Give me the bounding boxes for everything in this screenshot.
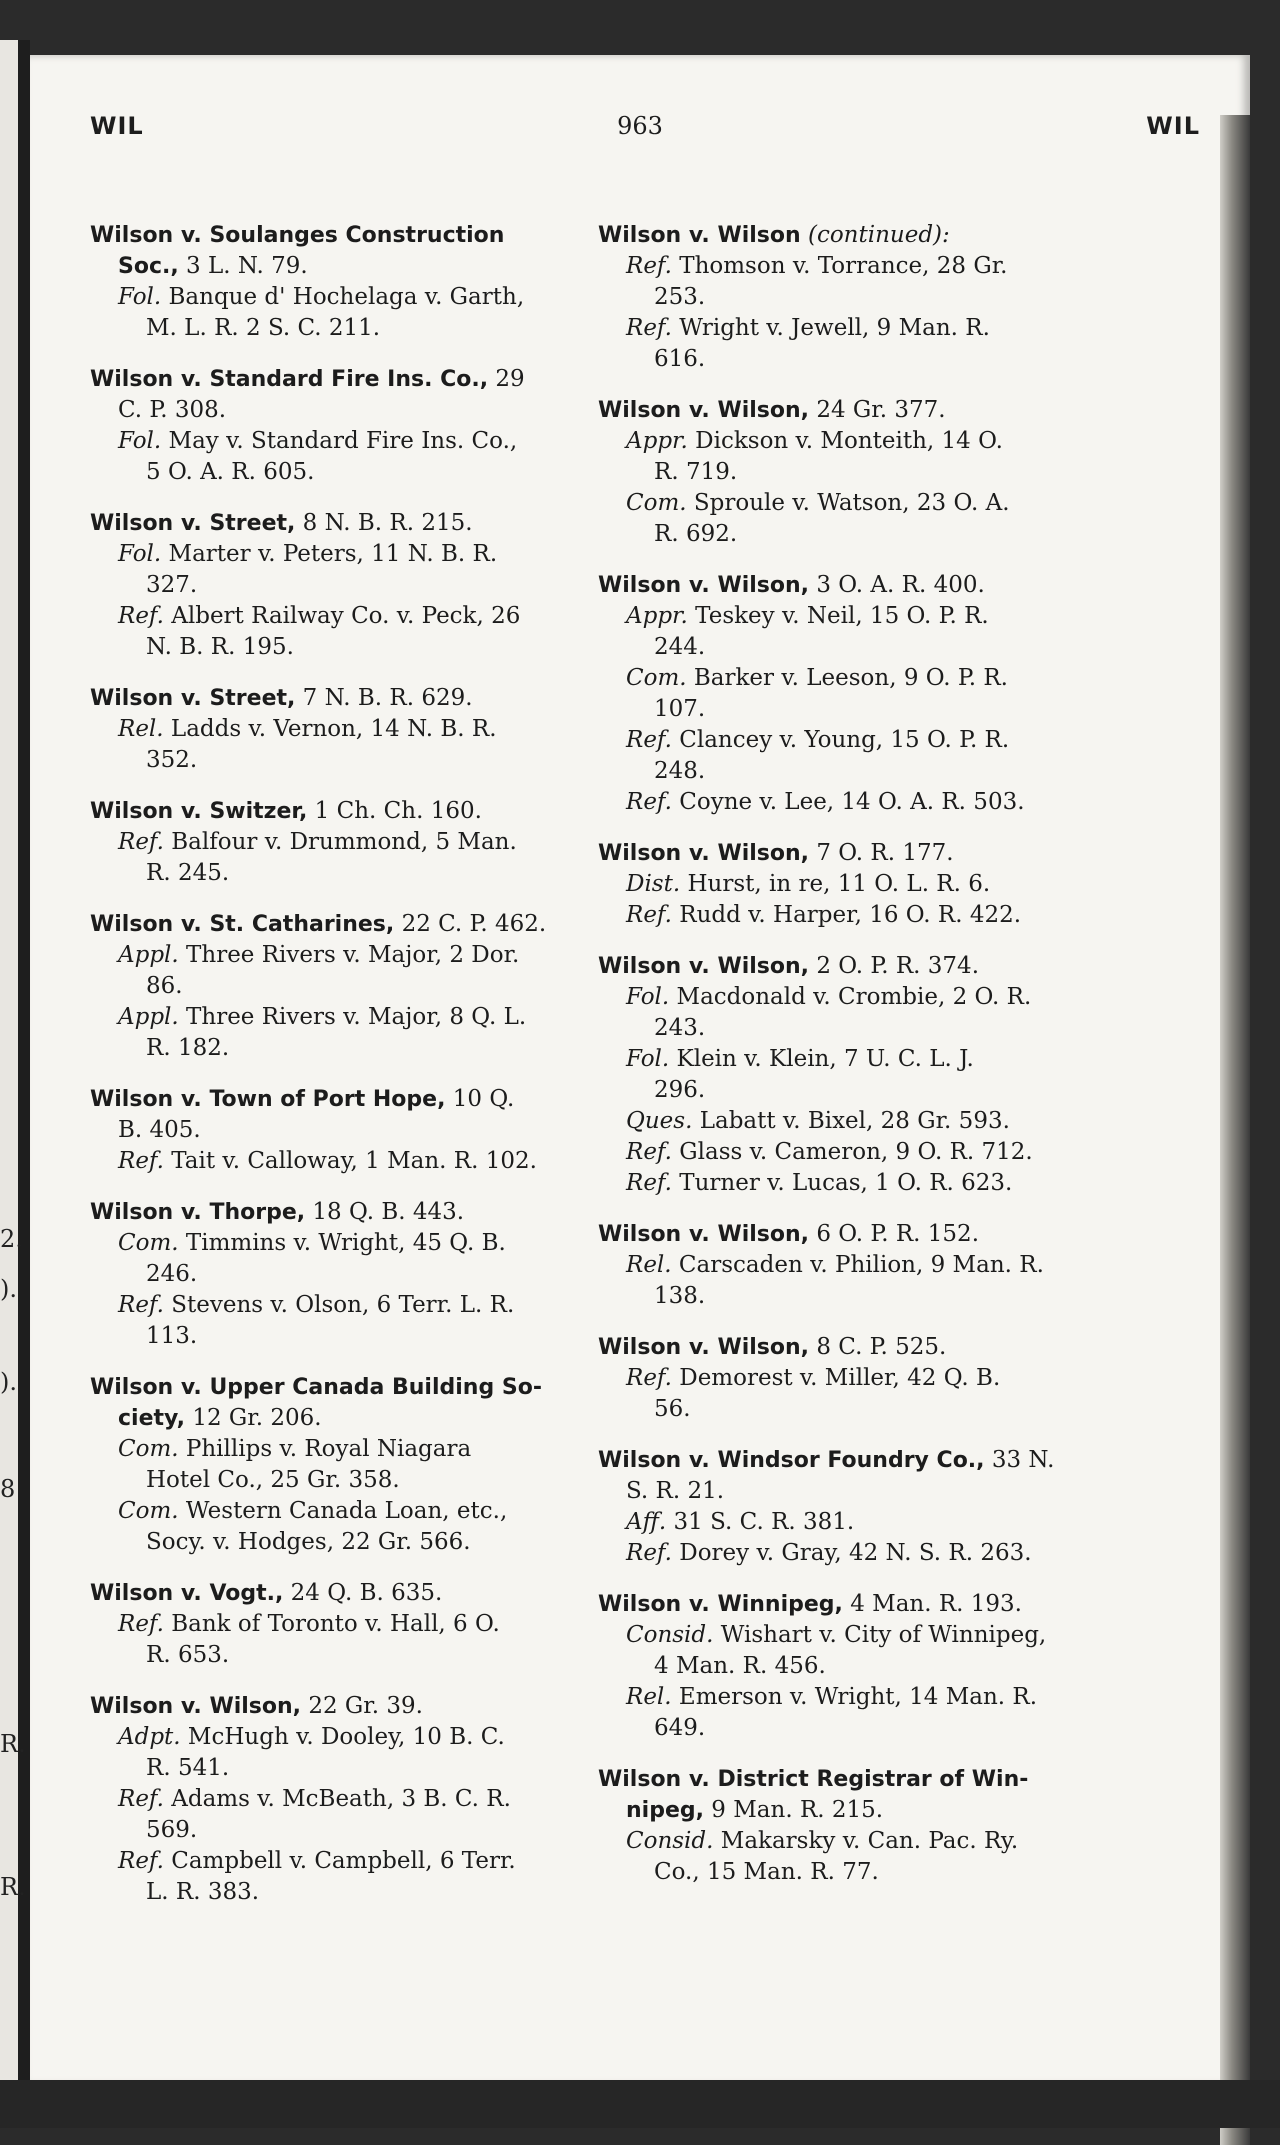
case-entry bbox=[90, 796, 570, 889]
reference-text: Phillips v. Royal Niagara bbox=[178, 1436, 472, 1462]
reference-text-continued: R. 653. bbox=[146, 1642, 230, 1668]
case-heading bbox=[90, 1578, 570, 1609]
case-citation: 33 N. bbox=[984, 1447, 1055, 1473]
case-heading bbox=[90, 909, 570, 940]
case-citation: 3 O. A. R. 400. bbox=[809, 572, 985, 598]
case-entry bbox=[90, 1691, 570, 1908]
case-entry bbox=[90, 220, 570, 344]
reference-text: Three Rivers v. Major, 8 Q. L. bbox=[178, 1004, 527, 1030]
treatment-abbreviation: Aff. bbox=[626, 1509, 667, 1535]
reference-text: Teskey v. Neil, 15 O. P. R. bbox=[687, 603, 989, 629]
reference-text: Rudd v. Harper, 16 O. R. 422. bbox=[671, 902, 1022, 928]
reference-text: Adams v. McBeath, 3 B. C. R. bbox=[163, 1786, 511, 1812]
case-citation: 1 Ch. Ch. 160. bbox=[307, 798, 482, 824]
reference-text: Dorey v. Gray, 42 N. S. R. 263. bbox=[671, 1540, 1032, 1566]
reference-text: Hurst, in re, 11 O. L. R. 6. bbox=[680, 871, 991, 897]
case-entry bbox=[598, 570, 1078, 818]
case-citation: 4 Man. R. 193. bbox=[842, 1591, 1022, 1617]
reference-text: Glass v. Cameron, 9 O. R. 712. bbox=[671, 1139, 1033, 1165]
case-entry bbox=[598, 951, 1078, 1199]
reference-text-continued: N. B. R. 195. bbox=[146, 634, 294, 660]
running-head bbox=[60, 112, 1220, 152]
reference-text: McHugh v. Dooley, 10 B. C. bbox=[180, 1724, 505, 1750]
citing-reference bbox=[90, 714, 570, 776]
reference-text-continued: Socy. v. Hodges, 22 Gr. 566. bbox=[146, 1529, 471, 1555]
case-entry bbox=[90, 1197, 570, 1352]
reference-text-continued: M. L. R. 2 S. C. 211. bbox=[146, 315, 381, 341]
reference-text-continued: 248. bbox=[654, 758, 706, 784]
case-citation: 24 Q. B. 635. bbox=[283, 1580, 443, 1606]
reference-text: Tait v. Calloway, 1 Man. R. 102. bbox=[163, 1148, 537, 1174]
running-head-left: WIL bbox=[90, 112, 144, 140]
case-heading bbox=[598, 220, 1078, 251]
case-heading bbox=[90, 220, 570, 282]
case-citation: 3 L. N. 79. bbox=[178, 253, 308, 279]
case-name: Wilson v. Switzer, bbox=[90, 799, 308, 824]
treatment-abbreviation: Dist. bbox=[626, 871, 681, 897]
case-heading bbox=[90, 1197, 570, 1228]
treatment-abbreviation: Fol. bbox=[118, 541, 162, 567]
reference-text-continued: 107. bbox=[654, 696, 706, 722]
case-name: Wilson v. Soulanges Construction bbox=[90, 223, 505, 248]
case-citation: 18 Q. B. 443. bbox=[305, 1199, 465, 1225]
case-citation: 7 N. B. R. 629. bbox=[295, 685, 473, 711]
case-heading bbox=[598, 1332, 1078, 1363]
treatment-abbreviation: Appr. bbox=[626, 428, 688, 454]
bleed-mark: ). bbox=[0, 1368, 17, 1396]
case-citation: 29 bbox=[488, 366, 525, 392]
citing-reference bbox=[90, 539, 570, 601]
citing-reference bbox=[90, 1609, 570, 1671]
treatment-abbreviation: Appl. bbox=[118, 1004, 179, 1030]
reference-text: Emerson v. Wright, 14 Man. R. bbox=[671, 1684, 1038, 1710]
case-name: Wilson v. Town of Port Hope, bbox=[90, 1087, 446, 1112]
bleed-mark: R. bbox=[0, 1730, 26, 1758]
citing-reference bbox=[90, 1496, 570, 1558]
citing-reference bbox=[598, 1826, 1078, 1888]
citing-reference bbox=[598, 869, 1078, 900]
running-head-right: WIL bbox=[1146, 112, 1200, 140]
citing-reference bbox=[598, 251, 1078, 313]
citing-reference bbox=[598, 1044, 1078, 1106]
case-heading bbox=[90, 796, 570, 827]
case-name: Wilson v. Wilson bbox=[598, 223, 801, 248]
reference-text-continued: R. 541. bbox=[146, 1755, 230, 1781]
citing-reference bbox=[90, 1784, 570, 1846]
citing-reference bbox=[90, 1146, 570, 1177]
case-name: Wilson v. Vogt., bbox=[90, 1581, 284, 1606]
case-name-continued: ciety, bbox=[118, 1406, 186, 1431]
citing-reference bbox=[90, 426, 570, 488]
case-name: Wilson v. Standard Fire Ins. Co., bbox=[90, 367, 489, 392]
case-name: Wilson v. St. Catharines, bbox=[90, 912, 395, 937]
treatment-abbreviation: Ref. bbox=[118, 1848, 164, 1874]
treatment-abbreviation: Ref. bbox=[626, 789, 672, 815]
case-citation: 22 C. P. 462. bbox=[394, 911, 547, 937]
citing-reference bbox=[598, 1507, 1078, 1538]
citing-reference bbox=[90, 1434, 570, 1496]
case-name: Wilson v. Windsor Foundry Co., bbox=[598, 1448, 985, 1473]
treatment-abbreviation: Com. bbox=[118, 1230, 179, 1256]
page-edge bbox=[1220, 115, 1250, 2145]
reference-text: Dickson v. Monteith, 14 O. bbox=[687, 428, 1003, 454]
treatment-abbreviation: Ques. bbox=[626, 1108, 693, 1134]
reference-text: Western Canada Loan, etc., bbox=[178, 1498, 508, 1524]
case-entry bbox=[598, 1764, 1078, 1888]
scan-bottom-band bbox=[0, 2080, 1280, 2128]
case-heading bbox=[90, 683, 570, 714]
reference-text-continued: 246. bbox=[146, 1261, 198, 1287]
case-heading bbox=[598, 395, 1078, 426]
reference-text-continued: 569. bbox=[146, 1817, 198, 1843]
case-name: Wilson v. Wilson, bbox=[598, 954, 810, 979]
citing-reference bbox=[90, 1290, 570, 1352]
case-citation: 2 O. P. R. 374. bbox=[809, 953, 980, 979]
case-entry bbox=[598, 395, 1078, 550]
reference-text: Stevens v. Olson, 6 Terr. L. R. bbox=[163, 1292, 515, 1318]
case-entry bbox=[90, 1084, 570, 1177]
citing-reference bbox=[598, 1168, 1078, 1199]
case-entry bbox=[598, 1589, 1078, 1744]
citing-reference bbox=[598, 787, 1078, 818]
case-entry bbox=[598, 220, 1078, 375]
treatment-abbreviation: Fol. bbox=[118, 428, 162, 454]
treatment-abbreviation: Fol. bbox=[626, 984, 670, 1010]
case-entry bbox=[598, 1219, 1078, 1312]
citing-reference bbox=[598, 900, 1078, 931]
reference-text-continued: R. 692. bbox=[654, 521, 738, 547]
case-name-continued: nipeg, bbox=[626, 1798, 704, 1823]
citing-reference bbox=[598, 1620, 1078, 1682]
case-name: Wilson v. Street, bbox=[90, 686, 296, 711]
case-name: Wilson v. Wilson, bbox=[598, 841, 810, 866]
case-entry bbox=[598, 1332, 1078, 1425]
page-number: 963 bbox=[617, 112, 663, 140]
reference-text: May v. Standard Fire Ins. Co., bbox=[161, 428, 518, 454]
reference-text-continued: R. 182. bbox=[146, 1035, 230, 1061]
case-citation: 6 O. P. R. 152. bbox=[809, 1221, 980, 1247]
reference-text-continued: 243. bbox=[654, 1015, 706, 1041]
case-heading bbox=[90, 508, 570, 539]
reference-text: Balfour v. Drummond, 5 Man. bbox=[163, 829, 517, 855]
reference-text: Barker v. Leeson, 9 O. P. R. bbox=[686, 665, 1008, 691]
case-heading bbox=[598, 1219, 1078, 1250]
reference-text: Thomson v. Torrance, 28 Gr. bbox=[671, 253, 1008, 279]
book-gutter bbox=[18, 40, 30, 2080]
case-citation-continued: B. 405. bbox=[118, 1117, 201, 1143]
citing-reference bbox=[598, 1538, 1078, 1569]
treatment-abbreviation: Ref. bbox=[626, 1540, 672, 1566]
case-name-continued: Soc., bbox=[118, 254, 179, 279]
treatment-abbreviation: Ref. bbox=[626, 902, 672, 928]
reference-text: Labatt v. Bixel, 28 Gr. 593. bbox=[692, 1108, 1010, 1134]
reference-text: Coyne v. Lee, 14 O. A. R. 503. bbox=[671, 789, 1025, 815]
treatment-abbreviation: Fol. bbox=[626, 1046, 670, 1072]
case-entry bbox=[90, 1372, 570, 1558]
citing-reference bbox=[598, 1363, 1078, 1425]
case-entry bbox=[90, 364, 570, 488]
treatment-abbreviation: Rel. bbox=[626, 1684, 672, 1710]
reference-text-continued: 4 Man. R. 456. bbox=[654, 1653, 826, 1679]
citing-reference bbox=[598, 982, 1078, 1044]
bleed-mark: ). bbox=[0, 1275, 17, 1303]
treatment-abbreviation: Ref. bbox=[626, 1139, 672, 1165]
case-citation: 10 Q. bbox=[445, 1086, 515, 1112]
citing-reference bbox=[598, 663, 1078, 725]
case-heading bbox=[598, 1764, 1078, 1826]
citing-reference bbox=[90, 1228, 570, 1290]
citing-reference bbox=[90, 827, 570, 889]
case-heading bbox=[598, 1445, 1078, 1507]
reference-text-continued: 253. bbox=[654, 284, 706, 310]
citing-reference bbox=[598, 313, 1078, 375]
treatment-abbreviation: Com. bbox=[626, 665, 687, 691]
treatment-abbreviation: Ref. bbox=[118, 829, 164, 855]
case-citation: 7 O. R. 177. bbox=[809, 840, 954, 866]
treatment-abbreviation: Fol. bbox=[118, 284, 162, 310]
case-name: Wilson v. Winnipeg, bbox=[598, 1592, 843, 1617]
case-entry bbox=[90, 1578, 570, 1671]
reference-text-continued: 56. bbox=[654, 1396, 691, 1422]
adjacent-page-strip bbox=[0, 40, 18, 2080]
reference-text-continued: L. R. 383. bbox=[146, 1879, 260, 1905]
case-entry bbox=[598, 838, 1078, 931]
reference-text: Turner v. Lucas, 1 O. R. 623. bbox=[671, 1170, 1013, 1196]
citing-reference bbox=[598, 426, 1078, 488]
reference-text: Wishart v. City of Winnipeg, bbox=[713, 1622, 1047, 1648]
reference-text: Ladds v. Vernon, 14 N. B. R. bbox=[163, 716, 497, 742]
case-name: Wilson v. District Registrar of Win- bbox=[598, 1767, 1029, 1792]
reference-text-continued: 138. bbox=[654, 1283, 706, 1309]
citing-reference bbox=[598, 601, 1078, 663]
treatment-abbreviation: Ref. bbox=[626, 1170, 672, 1196]
reference-text: 31 S. C. R. 381. bbox=[666, 1509, 855, 1535]
reference-text: Makarsky v. Can. Pac. Ry. bbox=[713, 1828, 1019, 1854]
case-citation: 8 N. B. R. 215. bbox=[295, 510, 473, 536]
reference-text-continued: 649. bbox=[654, 1715, 706, 1741]
reference-text: Sproule v. Watson, 23 O. A. bbox=[686, 490, 1010, 516]
citing-reference bbox=[598, 1250, 1078, 1312]
treatment-abbreviation: Ref. bbox=[118, 1292, 164, 1318]
reference-text: Wright v. Jewell, 9 Man. R. bbox=[671, 315, 990, 341]
case-heading bbox=[90, 1691, 570, 1722]
case-name: Wilson v. Thorpe, bbox=[90, 1200, 306, 1225]
treatment-abbreviation: Ref. bbox=[626, 253, 672, 279]
reference-text: Marter v. Peters, 11 N. B. R. bbox=[161, 541, 498, 567]
citing-reference bbox=[90, 601, 570, 663]
reference-text-continued: 244. bbox=[654, 634, 706, 660]
citing-reference bbox=[90, 940, 570, 1002]
reference-text-continued: Hotel Co., 25 Gr. 358. bbox=[146, 1467, 400, 1493]
treatment-abbreviation: Rel. bbox=[626, 1252, 672, 1278]
reference-text: Demorest v. Miller, 42 Q. B. bbox=[671, 1365, 1001, 1391]
reference-text-continued: Co., 15 Man. R. 77. bbox=[654, 1859, 879, 1885]
treatment-abbreviation: Consid. bbox=[626, 1622, 714, 1648]
case-name: Wilson v. Wilson, bbox=[598, 573, 810, 598]
case-name: Wilson v. Wilson, bbox=[598, 1222, 810, 1247]
reference-text: Banque d' Hochelaga v. Garth, bbox=[161, 284, 525, 310]
citing-reference bbox=[598, 725, 1078, 787]
citing-reference bbox=[90, 1846, 570, 1908]
case-name: Wilson v. Wilson, bbox=[90, 1694, 302, 1719]
case-citation: 8 C. P. 525. bbox=[809, 1334, 947, 1360]
treatment-abbreviation: Ref. bbox=[118, 1786, 164, 1812]
reference-text: Campbell v. Campbell, 6 Terr. bbox=[163, 1848, 516, 1874]
case-heading bbox=[90, 364, 570, 426]
treatment-abbreviation: Com. bbox=[118, 1436, 179, 1462]
reference-text-continued: R. 719. bbox=[654, 459, 738, 485]
treatment-abbreviation: Rel. bbox=[118, 716, 164, 742]
treatment-abbreviation: Appl. bbox=[118, 942, 179, 968]
treatment-abbreviation: Ref. bbox=[118, 603, 164, 629]
case-heading bbox=[598, 838, 1078, 869]
case-citation: 9 Man. R. 215. bbox=[703, 1797, 884, 1823]
treatment-abbreviation: Com. bbox=[626, 490, 687, 516]
left-column bbox=[90, 220, 570, 1928]
citing-reference bbox=[90, 282, 570, 344]
case-heading bbox=[598, 951, 1078, 982]
bleed-mark: R. bbox=[0, 1873, 26, 1901]
reference-text-continued: 327. bbox=[146, 572, 198, 598]
bleed-mark: 8 bbox=[0, 1475, 16, 1503]
case-entry bbox=[90, 909, 570, 1064]
citing-reference bbox=[598, 1682, 1078, 1744]
citing-reference bbox=[598, 1106, 1078, 1137]
treatment-abbreviation: Ref. bbox=[626, 727, 672, 753]
reference-text-continued: R. 245. bbox=[146, 860, 230, 886]
case-entry bbox=[598, 1445, 1078, 1569]
case-citation: 12 Gr. 206. bbox=[185, 1405, 322, 1431]
treatment-abbreviation: Com. bbox=[118, 1498, 179, 1524]
reference-text: Bank of Toronto v. Hall, 6 O. bbox=[163, 1611, 500, 1637]
treatment-abbreviation: Ref. bbox=[118, 1148, 164, 1174]
citing-reference bbox=[90, 1002, 570, 1064]
case-heading bbox=[598, 570, 1078, 601]
case-citation: (continued): bbox=[800, 222, 950, 248]
case-entry bbox=[90, 683, 570, 776]
case-entry bbox=[90, 508, 570, 663]
case-name: Wilson v. Wilson, bbox=[598, 398, 810, 423]
treatment-abbreviation: Consid. bbox=[626, 1828, 714, 1854]
reference-text-continued: 113. bbox=[146, 1323, 198, 1349]
citing-reference bbox=[598, 488, 1078, 550]
treatment-abbreviation: Ref. bbox=[626, 315, 672, 341]
case-citation-continued: S. R. 21. bbox=[626, 1478, 725, 1504]
treatment-abbreviation: Adpt. bbox=[118, 1724, 181, 1750]
bleed-mark: 2. bbox=[0, 1225, 23, 1253]
case-heading bbox=[90, 1084, 570, 1146]
case-heading bbox=[90, 1372, 570, 1434]
reference-text: Klein v. Klein, 7 U. C. L. J. bbox=[669, 1046, 974, 1072]
case-citation-continued: C. P. 308. bbox=[118, 397, 227, 423]
reference-text-continued: 616. bbox=[654, 346, 706, 372]
case-name: Wilson v. Street, bbox=[90, 511, 296, 536]
reference-text: Macdonald v. Crombie, 2 O. R. bbox=[669, 984, 1032, 1010]
case-name: Wilson v. Wilson, bbox=[598, 1335, 810, 1360]
citing-reference bbox=[90, 1722, 570, 1784]
treatment-abbreviation: Ref. bbox=[626, 1365, 672, 1391]
reference-text-continued: 296. bbox=[654, 1077, 706, 1103]
reference-text-continued: 86. bbox=[146, 973, 183, 999]
reference-text: Albert Railway Co. v. Peck, 26 bbox=[163, 603, 521, 629]
reference-text-continued: 5 O. A. R. 605. bbox=[146, 459, 315, 485]
case-citation: 24 Gr. 377. bbox=[809, 397, 946, 423]
treatment-abbreviation: Appr. bbox=[626, 603, 688, 629]
reference-text: Three Rivers v. Major, 2 Dor. bbox=[178, 942, 520, 968]
citing-reference bbox=[598, 1137, 1078, 1168]
case-citation: 22 Gr. 39. bbox=[301, 1693, 423, 1719]
reference-text: Timmins v. Wright, 45 Q. B. bbox=[178, 1230, 506, 1256]
treatment-abbreviation: Ref. bbox=[118, 1611, 164, 1637]
reference-text: Carscaden v. Philion, 9 Man. R. bbox=[671, 1252, 1044, 1278]
reference-text-continued: 352. bbox=[146, 747, 198, 773]
case-name: Wilson v. Upper Canada Building So- bbox=[90, 1375, 542, 1400]
case-heading bbox=[598, 1589, 1078, 1620]
right-column bbox=[598, 220, 1078, 1908]
reference-text: Clancey v. Young, 15 O. P. R. bbox=[671, 727, 1010, 753]
